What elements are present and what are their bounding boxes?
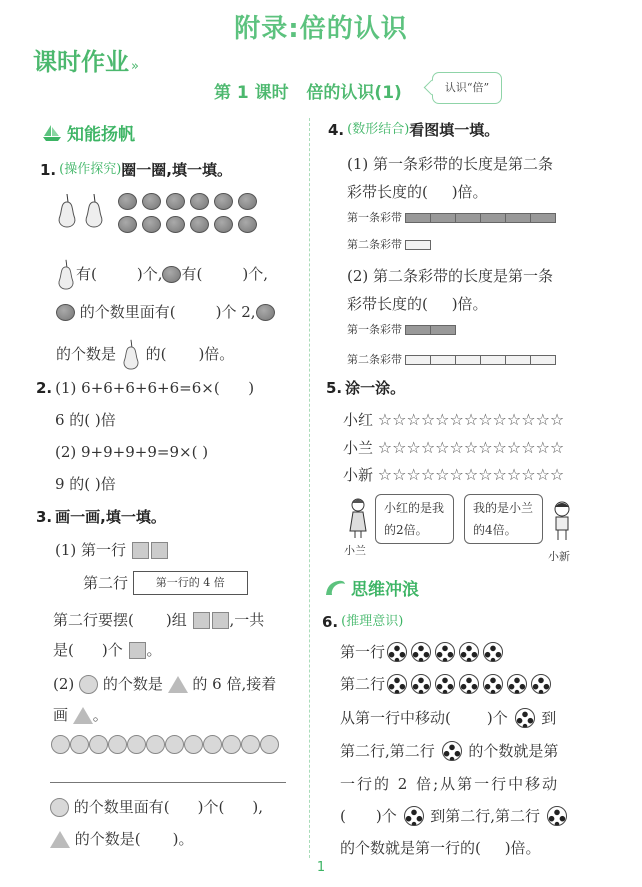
pears-group	[56, 192, 105, 228]
q6-line4	[340, 806, 569, 826]
q3-p2-cont	[53, 705, 108, 725]
triangle-icon	[168, 676, 188, 693]
q2-equation-1: (1) 6+6+6+6+6=6×( )	[55, 379, 255, 397]
q3-text: 的 6 倍,接着	[192, 675, 277, 693]
soccer-ball-icon	[404, 806, 424, 826]
q3-text: ,一共	[229, 611, 265, 629]
q4-number: 4.	[328, 121, 345, 139]
q6-text: 的个数就是第	[468, 742, 559, 760]
row-label: 第一行	[340, 643, 386, 661]
girl-icon	[346, 497, 370, 539]
q5-row-xiaolan	[343, 438, 564, 458]
soccer-ball-icon	[515, 708, 535, 728]
q5-number: 5.	[326, 379, 343, 397]
q4-p2-line1: (2) 第二条彩带的长度是第一条	[347, 267, 554, 285]
q3-text: 是(	[53, 641, 74, 659]
circle-icon	[79, 675, 98, 694]
soccer-ball-icon	[387, 674, 407, 694]
row-name: 小红	[343, 411, 374, 429]
square-icon	[193, 612, 210, 629]
section-basic	[42, 120, 135, 145]
q1-line2	[56, 302, 275, 322]
q1-line3	[56, 338, 234, 370]
q3-text: 的个数是	[102, 675, 163, 693]
q3-row1	[55, 540, 169, 560]
q2-number: 2.	[36, 379, 53, 397]
row-name: 小兰	[343, 439, 374, 457]
soccer-ball-icon	[411, 642, 431, 662]
q3-line3	[50, 797, 263, 817]
pear-icon	[56, 258, 76, 290]
q1-text: 的个数里面有(	[79, 303, 176, 321]
orange-icon	[190, 193, 209, 210]
q1-text: 有(	[76, 265, 97, 283]
q3-text: )个	[101, 641, 123, 659]
q1-text: 的个数是	[56, 345, 117, 363]
orange-icon	[56, 304, 75, 321]
boy-name: 小新	[548, 550, 570, 563]
soccer-ball-icon	[531, 674, 551, 694]
circle-icon	[108, 735, 127, 754]
orange-icon	[166, 216, 185, 233]
orange-icon	[118, 216, 137, 233]
double-chevron-icon: »	[131, 59, 139, 74]
q1-text: 有(	[181, 265, 203, 283]
speech-text: 我的是小兰	[473, 501, 534, 515]
q3-text: 。	[92, 706, 108, 724]
homework-heading	[33, 42, 139, 77]
ribbon-bar	[406, 213, 556, 223]
soccer-ball-icon	[459, 642, 479, 662]
circle-icon	[146, 735, 165, 754]
band-label: 第二条彩带	[347, 353, 402, 366]
q3-text: 的个数里面有(	[73, 798, 170, 816]
q1-text: )个 2,	[215, 303, 256, 321]
orange-icon	[142, 193, 161, 210]
soccer-ball-icon	[435, 642, 455, 662]
q4-heading	[328, 120, 499, 140]
q6-text: 从第一行中移动(	[340, 709, 451, 727]
band-label: 第一条彩带	[347, 211, 402, 224]
circle-icon	[165, 735, 184, 754]
q3-number: 3.	[36, 508, 53, 526]
q3-text: 。	[146, 641, 162, 659]
square-icon	[151, 542, 168, 559]
column-divider	[309, 118, 310, 858]
circle-icon	[260, 735, 279, 754]
q2-answer-2: 9 的( )倍	[55, 475, 116, 493]
square-icon	[132, 542, 149, 559]
sailboat-icon	[42, 124, 62, 142]
lesson-title: 第 1 课时 倍的认识(1)	[214, 83, 402, 103]
q3-text: )。	[172, 830, 194, 848]
q3-line4	[50, 829, 194, 849]
row-label: 第二行	[340, 675, 386, 693]
band-label: 第二条彩带	[347, 238, 402, 251]
soccer-ball-icon	[483, 674, 503, 694]
pear-icon	[56, 192, 78, 228]
circle-icon	[184, 735, 203, 754]
orange-icon	[142, 216, 161, 233]
square-icon	[129, 642, 146, 659]
q2-answer-1: 6 的( )倍	[55, 411, 116, 429]
speech-text: 小红的是我	[384, 501, 445, 515]
orange-icon	[214, 216, 233, 233]
q4-case1-band2	[347, 235, 431, 255]
orange-icon	[162, 266, 181, 283]
row-name: 小新	[343, 466, 374, 484]
homework-label: 课时作业	[33, 48, 129, 76]
soccer-ball-icon	[442, 741, 462, 761]
q6-line3: 一行的 2 倍;从第一行中移动	[340, 775, 560, 793]
soccer-ball-icon	[387, 642, 407, 662]
q5-row-xiaohong	[343, 410, 564, 430]
speech-right	[464, 494, 543, 544]
q3-text: 画一画,填一填。	[55, 508, 166, 526]
q1-tag: (操作探究)	[59, 162, 122, 177]
q3-row2	[83, 571, 248, 595]
q6-line5: 的个数就是第一行的( )倍。	[340, 839, 541, 857]
q3-p2	[53, 674, 276, 694]
q3-text: )组	[165, 611, 187, 629]
orange-icon	[238, 193, 257, 210]
band-label: 第一条彩带	[347, 323, 402, 336]
circle-icon	[203, 735, 222, 754]
q3-text: ),	[252, 798, 263, 816]
ribbon-bar	[406, 325, 456, 335]
q1-line1	[56, 258, 268, 290]
ribbon-bar	[406, 355, 556, 365]
q5-heading	[326, 378, 405, 398]
q3-text: (1) 第一行	[55, 541, 127, 559]
q3-line1	[53, 610, 264, 630]
q4-p2-line2: 彩带长度的( )倍。	[347, 295, 488, 313]
orange-icon	[256, 304, 275, 321]
square-icon	[212, 612, 229, 629]
star-row[interactable]: ☆☆☆☆☆☆☆☆☆☆☆☆☆	[377, 438, 565, 457]
q2-equation-2: (2) 9+9+9+9=9×( )	[55, 443, 209, 461]
page-title: 附录:倍的认识	[234, 14, 408, 44]
q1-text: )个,	[242, 265, 268, 283]
orange-icon	[166, 193, 185, 210]
orange-icon	[214, 193, 233, 210]
q5-row-xiaoxin	[343, 465, 564, 485]
q6-row1	[340, 642, 505, 662]
q3-text: 第二行	[83, 574, 129, 592]
q4-tag: (数形结合)	[347, 122, 410, 137]
girl-name: 小兰	[344, 544, 366, 557]
row2-answer-box[interactable]: 第一行的 4 倍	[133, 571, 248, 595]
q3-text: )个(	[197, 798, 225, 816]
soccer-ball-icon	[435, 674, 455, 694]
q3-line2	[53, 640, 162, 660]
q4-case2-band2	[347, 350, 556, 370]
orange-icon	[238, 216, 257, 233]
q3-text: 的个数是(	[74, 830, 141, 848]
q4-case2-band1	[347, 320, 456, 340]
star-row[interactable]: ☆☆☆☆☆☆☆☆☆☆☆☆☆	[377, 410, 565, 429]
q1-text: )倍。	[198, 345, 235, 363]
q1-heading	[40, 160, 232, 180]
q6-tag: (推理意识)	[341, 614, 404, 629]
soccer-ball-icon	[459, 674, 479, 694]
pear-icon	[83, 192, 105, 228]
orange-icon	[190, 216, 209, 233]
circle-icon	[89, 735, 108, 754]
speech-text: 的4倍。	[473, 523, 517, 537]
circle-icon	[70, 735, 89, 754]
orange-icon	[118, 193, 137, 210]
triangle-icon	[50, 831, 70, 848]
page-number: 1	[316, 860, 326, 875]
q1-text: 圈一圈,填一填。	[121, 161, 232, 179]
boy-icon	[550, 500, 574, 544]
drawing-line[interactable]	[50, 782, 286, 783]
speech-left	[375, 494, 454, 544]
soccer-ball-icon	[507, 674, 527, 694]
dolphin-icon	[324, 579, 346, 597]
q3-text: (2)	[53, 675, 75, 693]
q6-line1	[340, 708, 556, 728]
q6-number: 6.	[322, 613, 339, 631]
q4-case1-band1	[347, 208, 556, 228]
lesson-bubble: 认识“倍”	[432, 72, 502, 104]
ribbon-bar	[406, 240, 431, 250]
q5-text: 涂一涂。	[345, 379, 406, 397]
circle-icon	[50, 798, 69, 817]
q6-text: (	[340, 807, 346, 825]
soccer-ball-icon	[483, 642, 503, 662]
section-basic-label: 知能扬帆	[67, 125, 135, 145]
q3-text: 画	[53, 706, 69, 724]
q6-heading	[322, 612, 403, 632]
circle-icon	[127, 735, 146, 754]
speech-text: 的2倍。	[384, 523, 428, 537]
q2-p1	[36, 378, 254, 398]
oranges-group	[118, 193, 268, 233]
circle-icon	[51, 735, 70, 754]
section-thinking	[324, 575, 419, 600]
q6-row2	[340, 674, 553, 694]
circle-icon	[241, 735, 260, 754]
q6-text: 到	[541, 709, 557, 727]
q4-p1-line1: (1) 第一条彩带的长度是第二条	[347, 155, 554, 173]
soccer-ball-icon	[411, 674, 431, 694]
q3-text: 第二行要摆(	[53, 611, 134, 629]
q6-text: 到第二行,第二行	[430, 807, 541, 825]
triangle-icon	[73, 707, 93, 724]
q6-text: 第二行,第二行	[340, 742, 435, 760]
q1-number: 1.	[40, 161, 57, 179]
q3-heading	[36, 507, 166, 527]
section-thinking-label: 思维冲浪	[351, 580, 419, 600]
q6-line2	[340, 741, 558, 761]
q4-text: 看图填一填。	[409, 121, 500, 139]
star-row[interactable]: ☆☆☆☆☆☆☆☆☆☆☆☆☆	[377, 465, 565, 484]
q4-p1-line2: 彩带长度的( )倍。	[347, 183, 488, 201]
circle-icon	[222, 735, 241, 754]
q1-text: 的(	[145, 345, 167, 363]
q1-text: )个,	[136, 265, 163, 283]
circles-row	[51, 735, 279, 754]
pear-icon	[121, 338, 141, 370]
q6-text: )个	[375, 807, 397, 825]
soccer-ball-icon	[547, 806, 567, 826]
q6-text: )个	[486, 709, 508, 727]
